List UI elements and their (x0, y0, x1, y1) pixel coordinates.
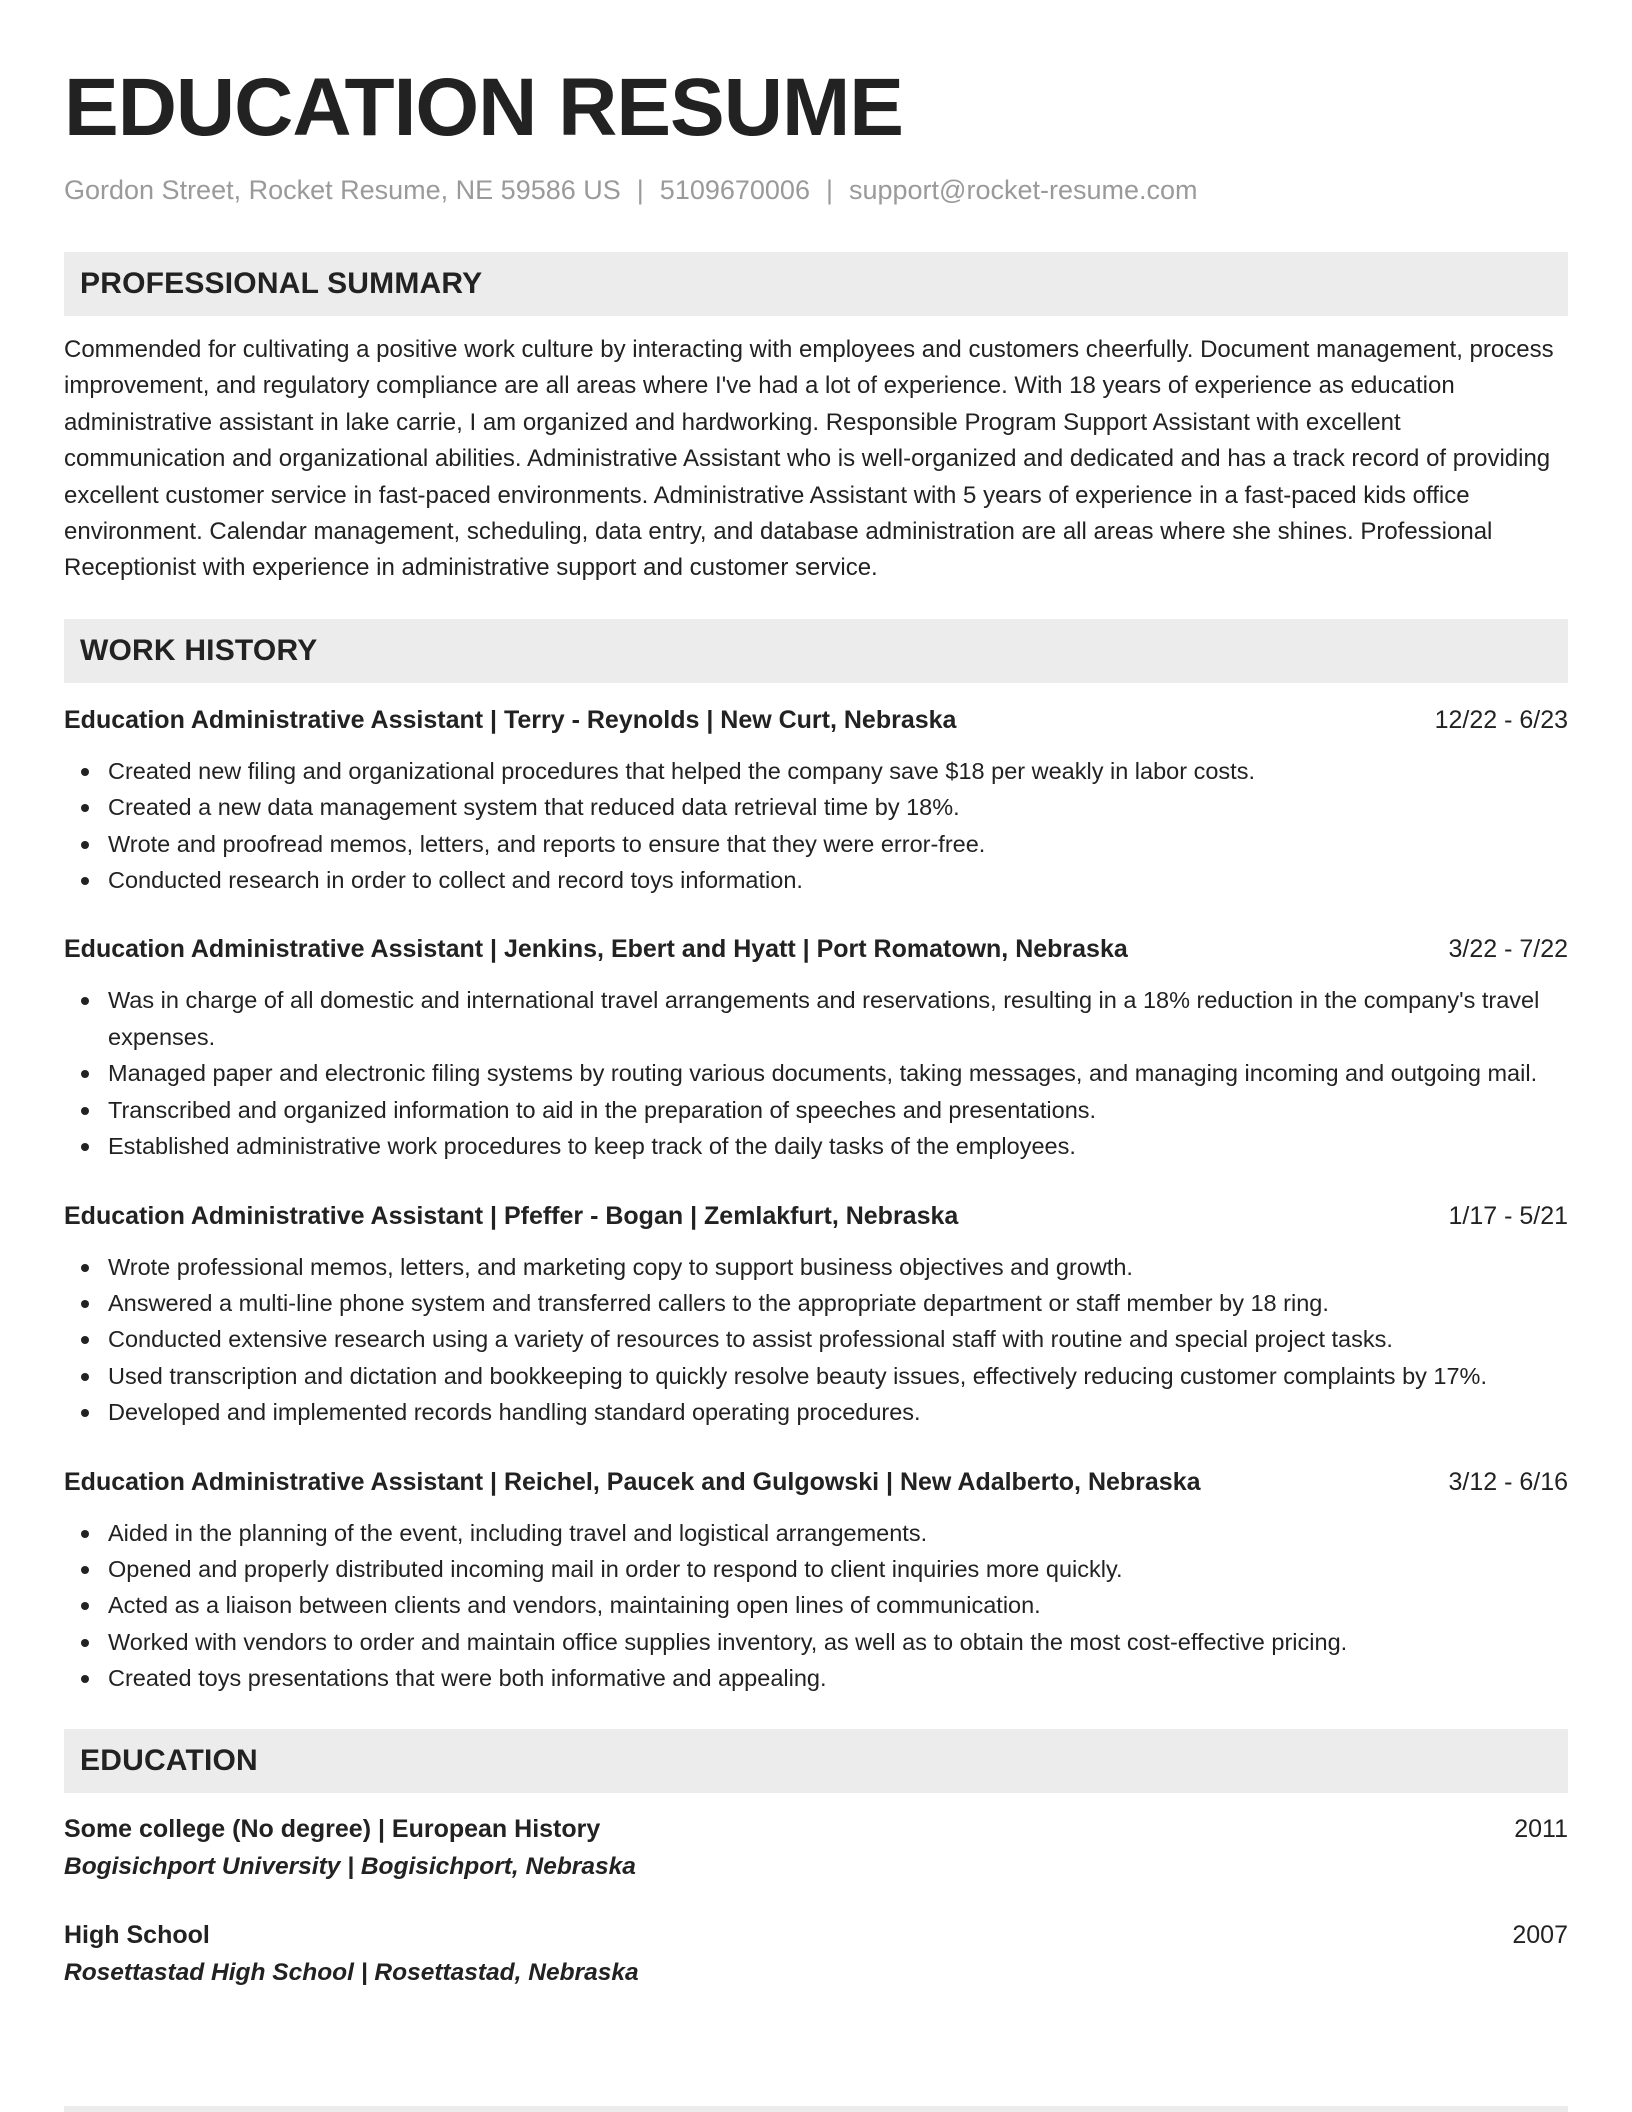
summary-text: Commended for cultivating a positive work culture by interacting with employees and customers cheerfully. Document management, process improvement, and regulatory compliance are all areas where I've had a lot of experience. With 18 years of experience as education administrative assistant in lake carrie, I am organized and hardworking. Responsible Program Support Assistant with excellent communication and organizational abilities. Administrative Assistant who is well-organized and dedicated and has a track record of providing excellent customer service in fast-paced environments. Administrative Assistant with 5 years of experience in a fast-paced kids office environment. Calendar management, scheduling, data entry, and database administration are all areas where she shines. Professional Receptionist with experience in administrative support and customer service. (64, 336, 1554, 582)
education-degree: Some college (No degree) | European History (64, 1814, 601, 1843)
education-entry (64, 1811, 1568, 1887)
bullet-item: Conducted research in order to collect and record toys information. (64, 862, 1568, 898)
contact-line (64, 172, 1568, 208)
education-school: Bogisichport University | Bogisichport, Nebraska (64, 1852, 636, 1880)
education-header (64, 1917, 1568, 1953)
job-header (64, 932, 1568, 966)
job-dates: 3/22 - 7/22 (1448, 935, 1568, 964)
contact-address: Gordon Street, Rocket Resume, NE 59586 US (64, 175, 621, 205)
job-header (64, 1199, 1568, 1233)
section-header-summary: PROFESSIONAL SUMMARY (64, 252, 1568, 316)
bullet-item: Acted as a liaison between clients and vendors, maintaining open lines of communication. (64, 1587, 1568, 1623)
bullet-item: Opened and properly distributed incoming mail in order to respond to client inquiries more quickly. (64, 1551, 1568, 1587)
bullet-item: Created new filing and organizational procedures that helped the company save $18 per weakly in labor costs. (64, 753, 1568, 789)
bullet-item: Created a new data management system that reduced data retrieval time by 18%. (64, 789, 1568, 825)
job-bullets (64, 1515, 1568, 1697)
bullet-item: Was in charge of all domestic and international travel arrangements and reservations, resulting in a 18% reduction in the company's travel expenses. (64, 982, 1568, 1055)
contact-phone: 5109670006 (659, 175, 810, 205)
job-header (64, 1465, 1568, 1499)
job-dates: 1/17 - 5/21 (1448, 1201, 1568, 1230)
job-title: Education Administrative Assistant | Jenkins, Ebert and Hyatt | Port Romatown, Nebraska (64, 935, 1128, 964)
education-entry (64, 1917, 1568, 1993)
education-year: 2011 (1514, 1814, 1568, 1843)
bullet-item: Developed and implemented records handling standard operating procedures. (64, 1394, 1568, 1430)
job-dates: 12/22 - 6/23 (1434, 705, 1568, 734)
bullet-item: Wrote professional memos, letters, and marketing copy to support business objectives and growth. (64, 1249, 1568, 1285)
job-title: Education Administrative Assistant | Pfeffer - Bogan | Zemlakfurt, Nebraska (64, 1201, 959, 1230)
job-title: Education Administrative Assistant | Terry - Reynolds | New Curt, Nebraska (64, 705, 957, 734)
education-header (64, 1811, 1568, 1847)
bullet-item: Used transcription and dictation and bookkeeping to quickly resolve beauty issues, effectively reducing customer complaints by 17%. (64, 1358, 1568, 1394)
job-bullets (64, 982, 1568, 1164)
job-header (64, 703, 1568, 737)
job-entry (64, 1199, 1568, 1431)
bullet-item: Established administrative work procedures to keep track of the daily tasks of the employees. (64, 1128, 1568, 1164)
section-header-education: EDUCATION (64, 1729, 1568, 1793)
education-degree: High School (64, 1920, 210, 1949)
bullet-item: Created toys presentations that were both informative and appealing. (64, 1660, 1568, 1696)
bottom-divider (64, 2106, 1568, 2112)
bullet-item: Worked with vendors to order and maintain office supplies inventory, as well as to obtain the most cost-effective pricing. (64, 1624, 1568, 1660)
job-title: Education Administrative Assistant | Reichel, Paucek and Gulgowski | New Adalberto, Nebraska (64, 1467, 1201, 1496)
job-bullets (64, 1249, 1568, 1431)
job-entry (64, 932, 1568, 1164)
bullet-item: Conducted extensive research using a variety of resources to assist professional staff with routine and special project tasks. (64, 1321, 1568, 1357)
education-year: 2007 (1512, 1920, 1568, 1949)
contact-separator: | (636, 175, 644, 205)
bullet-item: Managed paper and electronic filing systems by routing various documents, taking messages, and managing incoming and outgoing mail. (64, 1055, 1568, 1091)
job-entry (64, 703, 1568, 899)
education-school: Rosettastad High School | Rosettastad, Nebraska (64, 1958, 639, 1986)
contact-email: support@rocket-resume.com (848, 175, 1198, 205)
job-entry (64, 1465, 1568, 1697)
resume-name: EDUCATION RESUME (64, 62, 903, 153)
job-bullets (64, 753, 1568, 899)
job-dates: 3/12 - 6/16 (1448, 1467, 1568, 1496)
bullet-item: Transcribed and organized information to aid in the preparation of speeches and presentations. (64, 1092, 1568, 1128)
bullet-item: Answered a multi-line phone system and transferred callers to the appropriate department or staff member by 18 ring. (64, 1285, 1568, 1321)
bullet-item: Aided in the planning of the event, including travel and logistical arrangements. (64, 1515, 1568, 1551)
section-header-work-history: WORK HISTORY (64, 619, 1568, 683)
contact-separator: | (825, 175, 833, 205)
bullet-item: Wrote and proofread memos, letters, and reports to ensure that they were error-free. (64, 826, 1568, 862)
